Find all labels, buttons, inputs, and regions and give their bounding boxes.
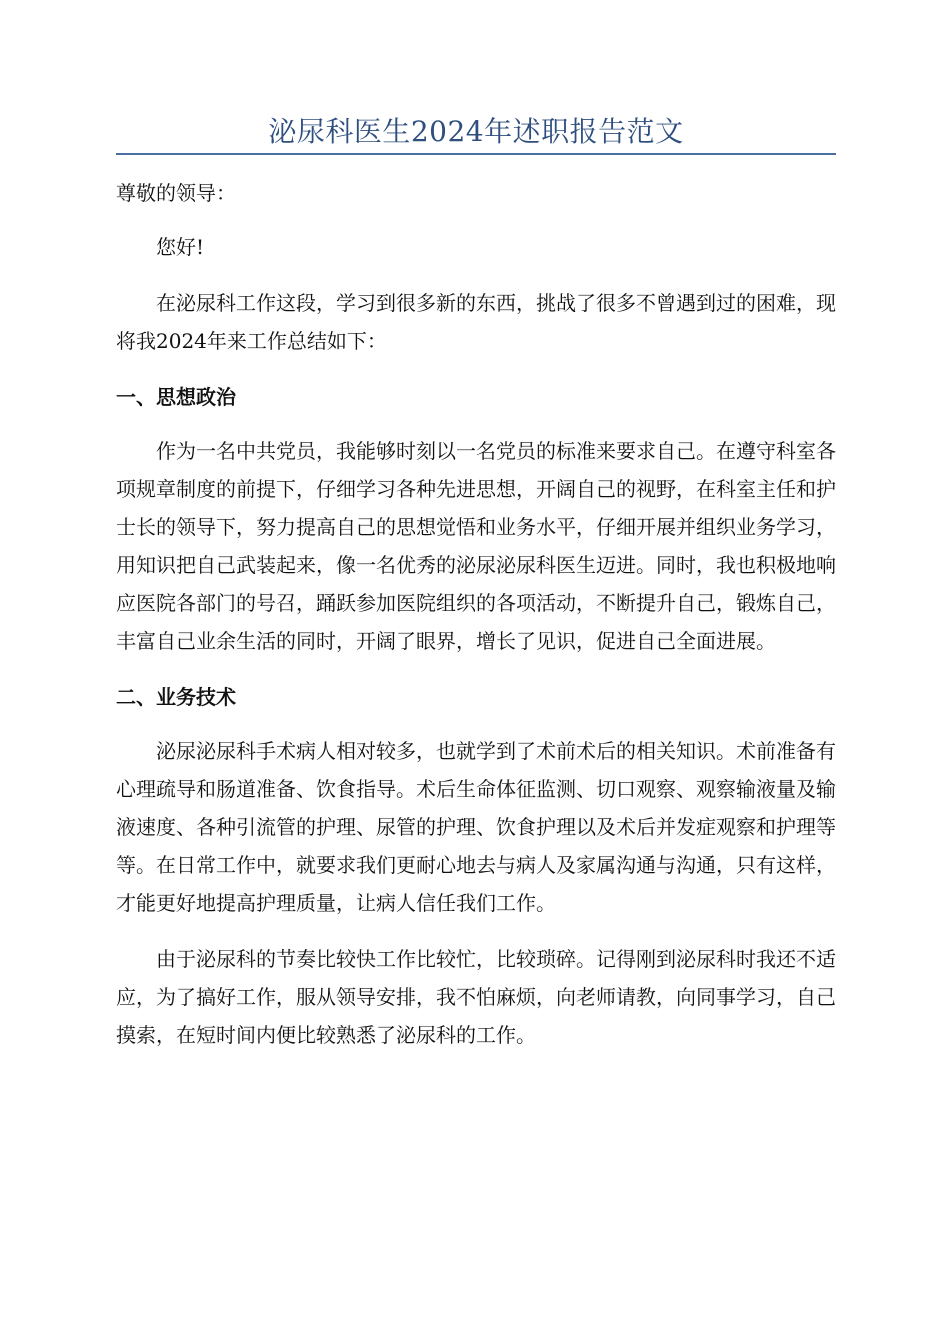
intro-paragraph: 在泌尿科工作这段，学习到很多新的东西，挑战了很多不曾遇到过的困难，现将我2024年来工作总结如下：	[116, 291, 836, 353]
business-paragraph-2: 由于泌尿科的节奏比较快工作比较忙，比较琐碎。记得刚到泌尿科时我还不适应，为了搞好工作，服从领导安排，我不怕麻烦，向老师请教，向同事学习，自己摸索，在短时间内便比较熟悉了泌尿科的工作。	[116, 947, 836, 1047]
document-title: 泌尿科医生2024年述职报告范文	[268, 115, 684, 148]
salutation: 尊敬的领导：	[116, 181, 236, 205]
section-heading-politics: 一、思想政治	[116, 385, 236, 409]
title-underline	[116, 153, 836, 155]
business-paragraph-1: 泌尿泌尿科手术病人相对较多，也就学到了术前术后的相关知识。术前准备有心理疏导和肠道准备、饮食指导。术后生命体征监测、切口观察、观察输液量及输液速度、各种引流管的护理、尿管的护理、饮食护理以及术后并发症观察和护理等等。在日常工作中，就要求我们更耐心地去与病人及家属沟通与沟通，只有这样，才能更好地提高护理质量，让病人信任我们工作。	[116, 739, 836, 915]
politics-paragraph: 作为一名中共党员，我能够时刻以一名党员的标准来要求自己。在遵守科室各项规章制度的前提下，仔细学习各种先进思想，开阔自己的视野，在科室主任和护士长的领导下，努力提高自己的思想觉悟和业务水平，仔细开展并组织业务学习，用知识把自己武装起来，像一名优秀的泌尿泌尿科医生迈进。同时，我也积极地响应医院各部门的号召，踊跃参加医院组织的各项活动，不断提升自己，锻炼自己，丰富自己业余生活的同时，开阔了眼界，增长了见识，促进自己全面进展。	[116, 439, 836, 653]
greeting: 您好!	[156, 235, 205, 259]
section-heading-business: 二、业务技术	[116, 685, 236, 709]
document-body	[116, 174, 836, 1072]
